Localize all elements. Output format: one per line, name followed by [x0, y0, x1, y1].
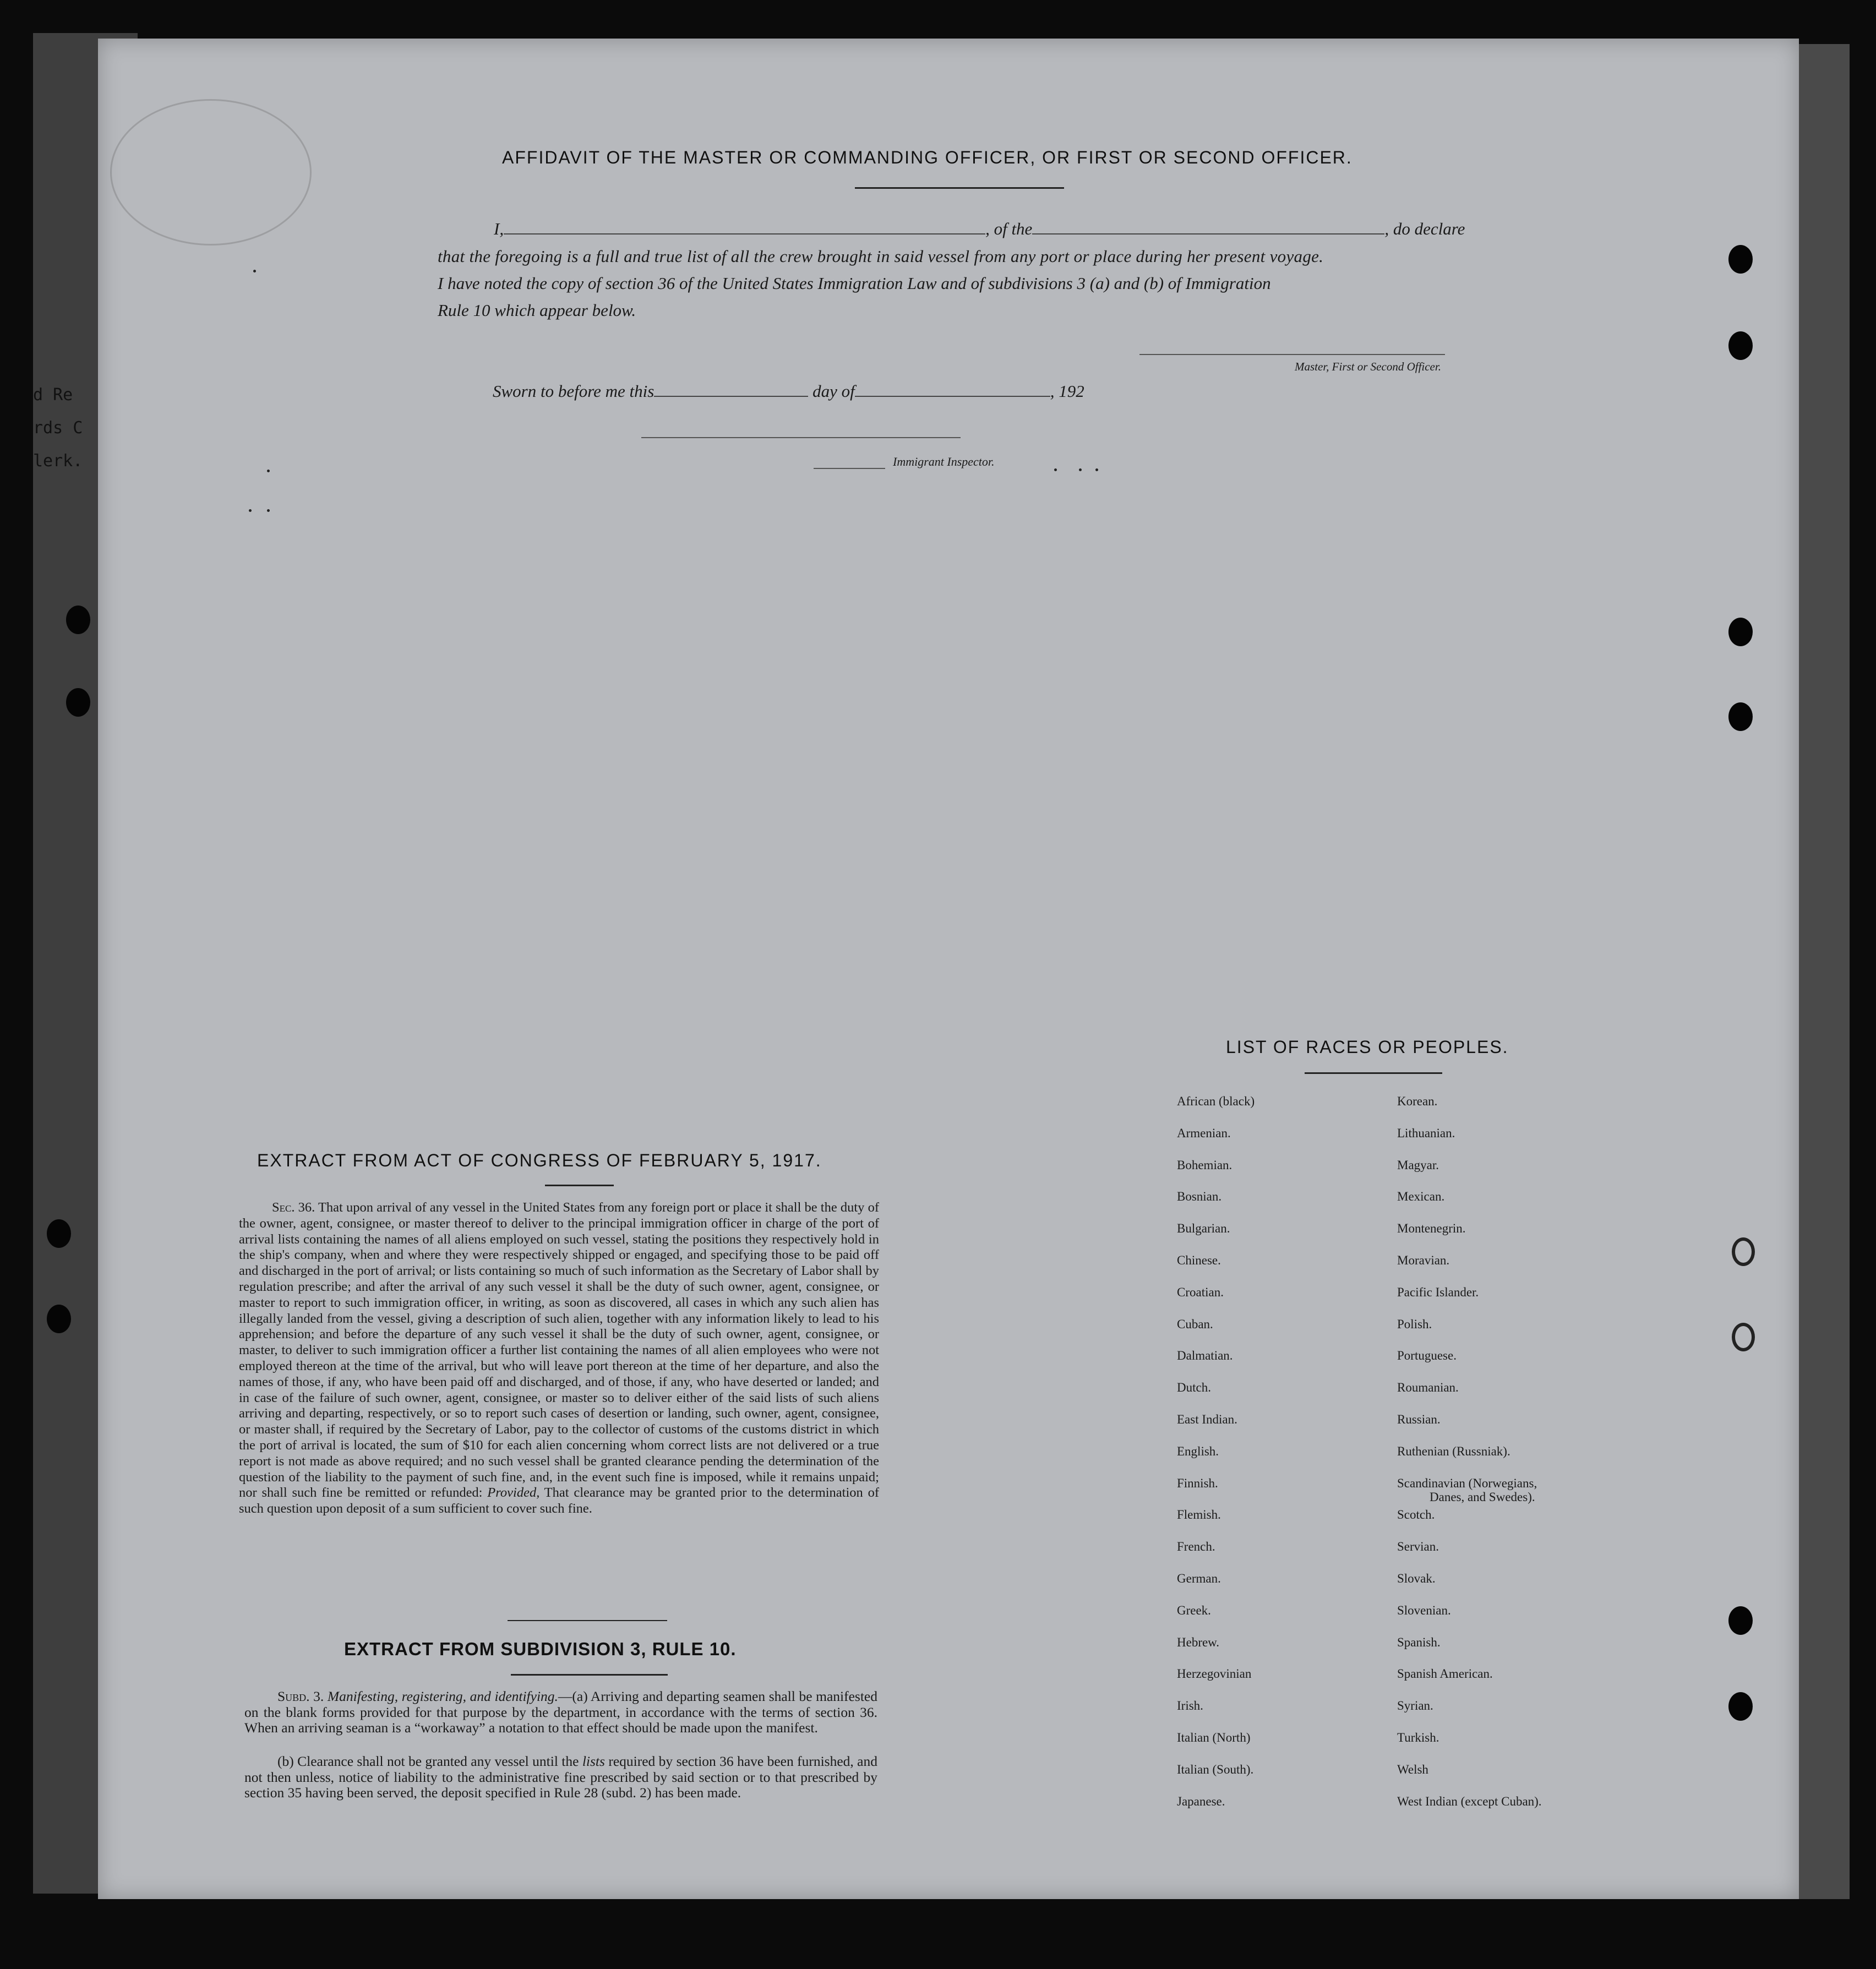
section-36-body-end: That clearance may be granted prior to the determination of such question upon deposit of a sum sufficient to cover such fine. [239, 1485, 879, 1517]
race-item: Hebrew. [1177, 1635, 1220, 1649]
subd-3-heading: Manifesting, registering, and identifying. [327, 1688, 558, 1704]
inspector-signature-line[interactable] [641, 437, 961, 438]
race-item: Roumanian. [1397, 1381, 1459, 1395]
speck [249, 509, 252, 512]
inspector-caption: Immigrant Inspector. [893, 455, 995, 468]
race-item: Slovak. [1397, 1572, 1436, 1585]
binder-hole [47, 1305, 71, 1333]
rule-title-rule [511, 1674, 668, 1676]
i-label: I, [494, 219, 504, 238]
race-item: Bosnian. [1177, 1190, 1222, 1204]
act-extract-title: EXTRACT FROM ACT OF CONGRESS OF FEBRUARY 5, 1917. [257, 1150, 822, 1170]
binder-hole [66, 688, 90, 717]
race-item: Moravian. [1397, 1253, 1450, 1267]
race-item: Pacific Islander. [1397, 1285, 1479, 1299]
race-item: Finnish. [1177, 1476, 1218, 1490]
affidavit-title: AFFIDAVIT OF THE MASTER OR COMMANDING OFFICER, OR FIRST OR SECOND OFFICER. [502, 148, 1353, 167]
subd-3-part-b: (b) Clearance shall not be granted any vessel until the [277, 1753, 582, 1769]
binder-hole [66, 606, 90, 634]
race-item: Italian (South). [1177, 1762, 1254, 1776]
race-item: Spanish. [1397, 1635, 1441, 1649]
rule-extract-top-rule [508, 1620, 667, 1621]
race-item: Herzegovinian [1177, 1667, 1252, 1681]
race-item: Magyar. [1397, 1158, 1439, 1172]
binder-hole [1728, 331, 1753, 360]
title-rule [855, 187, 1064, 189]
race-item: Irish. [1177, 1699, 1203, 1713]
section-36-text [239, 1200, 879, 1517]
race-item: Mexican. [1397, 1190, 1445, 1204]
race-item: German. [1177, 1572, 1221, 1585]
race-item: Servian. [1397, 1540, 1439, 1554]
races-title: LIST OF RACES OR PEOPLES. [1226, 1037, 1509, 1057]
race-item: Polish. [1397, 1317, 1432, 1331]
section-36-label: Sec. 36. [272, 1200, 315, 1215]
race-item: English. [1177, 1444, 1219, 1458]
speck [267, 509, 270, 512]
binder-hole [1732, 1323, 1755, 1351]
binder-hole [1728, 1606, 1753, 1635]
race-item: Bohemian. [1177, 1158, 1233, 1172]
race-item: Slovenian. [1397, 1603, 1451, 1617]
speck [1095, 468, 1098, 471]
race-item: Japanese. [1177, 1794, 1225, 1808]
day-of-label: day of [812, 381, 855, 401]
race-item: Cuban. [1177, 1317, 1213, 1331]
race-item: Bulgarian. [1177, 1221, 1230, 1236]
race-item: Scandinavian (Norwegians, [1397, 1476, 1537, 1490]
race-item: Croatian. [1177, 1285, 1224, 1299]
race-item: French. [1177, 1540, 1215, 1554]
race-item: Welsh [1397, 1762, 1428, 1776]
subd-3-part-b-end: required by section 36 have been furnished, and not then unless, notice of liability to the administrative fine prescribed by said section or to that prescribed by section 35 having been served, the deposit specified in Rule 28 (subd. 2) has been made. [244, 1753, 877, 1801]
declare-label: , do declare [1384, 219, 1465, 238]
act-title-rule [545, 1185, 614, 1186]
subd-3-para-a [244, 1689, 877, 1736]
binder-hole [1728, 245, 1753, 274]
affidavit-line-2: that the foregoing is a full and true list of all the crew brought in said vessel from any port or place during her present voyage. [438, 247, 1324, 266]
month-field[interactable] [855, 396, 1050, 397]
race-item: Flemish. [1177, 1508, 1221, 1522]
race-item: Montenegrin. [1397, 1221, 1466, 1236]
race-item: African (black) [1177, 1094, 1255, 1108]
binder-hole [1728, 702, 1753, 731]
race-item: Korean. [1397, 1094, 1438, 1108]
race-item: Dalmatian. [1177, 1349, 1233, 1363]
margin-scrap-text: lerk. [33, 451, 83, 471]
race-item: Syrian. [1397, 1699, 1433, 1713]
race-item: Chinese. [1177, 1253, 1221, 1267]
binder-hole [1728, 618, 1753, 646]
subd-3-para-b [244, 1754, 877, 1801]
lists-word: lists [582, 1753, 605, 1769]
sworn-line [493, 381, 1084, 401]
race-item: West Indian (except Cuban). [1397, 1794, 1542, 1808]
binder-hole [1732, 1237, 1755, 1266]
race-item: Scotch. [1397, 1508, 1435, 1522]
race-item: Greek. [1177, 1603, 1211, 1617]
margin-scrap-text: rds C [33, 418, 83, 438]
document-sheet [98, 39, 1799, 1899]
binder-hole [47, 1219, 71, 1248]
races-title-rule [1305, 1072, 1442, 1074]
binder-hole [1728, 1692, 1753, 1721]
day-field[interactable] [654, 396, 808, 397]
race-item: Dutch. [1177, 1381, 1211, 1395]
declarant-name-field[interactable] [504, 233, 985, 234]
race-item: Portuguese. [1397, 1349, 1457, 1363]
race-item: East Indian. [1177, 1412, 1237, 1426]
inspector-short-line [814, 468, 885, 469]
race-item: Italian (North) [1177, 1731, 1251, 1744]
affidavit-line-4: Rule 10 which appear below. [438, 301, 636, 320]
vessel-name-field[interactable] [1032, 233, 1384, 234]
affidavit-line-3: I have noted the copy of section 36 of the United States Immigration Law and of subdivisions 3 (a) and (b) of Immigration [438, 274, 1271, 293]
signature-caption: Master, First or Second Officer. [1295, 360, 1441, 373]
margin-scrap-text: d Re [33, 385, 73, 405]
race-item: Armenian. [1177, 1126, 1231, 1140]
subd-3-part-a: —(a) Arriving and departing seamen shall be manifested on the blank forms provided for that purpose by the department, in accordance with the terms of section 36. When an arriving seaman is a “workaway” a notation to that effect should be made upon the manifest. [244, 1688, 877, 1736]
signature-line[interactable] [1139, 354, 1445, 355]
race-item-continuation: Danes, and Swedes). [1430, 1490, 1535, 1504]
section-36-body: That upon arrival of any vessel in the United States from any foreign port or place it shall be the duty of the owner, agent, consignee, or master thereof to deliver to the principal immigration officer in charge of the port of arrival lists containing the names of all aliens employed on such vessel, stating the positions they respectively hold in the ship's company, when and where they were respectively shipped or engaged, and specifying those to be paid off and discharged in the port of arrival; or lists containing so much of such information as the Secretary of Labor shall by regulation prescribe; and after the arrival of any such vessel it shall be the duty of such owner, agent, consignee, or master to report to such immigration officer, in writing, as soon as discovered, all cases in which any such alien has illegally landed from the vessel, giving a description of such alien, together with any information likely to lead to his apprehension; and before the departure of any such vessel it shall be the duty of such owner, agent, consignee, or master, to deliver to such immigration officer a further list containing the names of all alien employees who were not employed thereon at the time of the arrival, but who will leave port thereon at the time of her departure, and also the names of those, if any, who have been paid off and discharged, and of those, if any, who have deserted or landed; and in case of the failure of such owner, agent, consignee, or master so to deliver either of the said lists of such aliens arriving and departing, respectively, or so to report such cases of desertion or landing, such owner, agent, consignee, or master shall, if required by the Secretary of Labor, pay to the collector of customs of the customs district in which the port of arrival is located, the sum of $10 for each alien concerning whom correct lists are not delivered or a true report is not made as above required; and no such vessel shall be granted clearance pending the determination of the question of the liability to the payment of such fine, and, in the event such fine is imposed, while it remains unpaid; nor shall such fine be remitted or refunded: [239, 1200, 879, 1501]
speck [1054, 468, 1057, 471]
subd-3-label: Subd. 3. [277, 1688, 324, 1704]
speck [253, 270, 256, 272]
race-item: Russian. [1397, 1412, 1441, 1426]
provided-word: Provided, [487, 1485, 540, 1501]
sworn-label: Sworn to before me this [493, 381, 655, 401]
year-label: , 192 [1050, 381, 1084, 401]
rule-extract-title: EXTRACT FROM SUBDIVISION 3, RULE 10. [344, 1639, 737, 1659]
race-item: Turkish. [1397, 1731, 1439, 1744]
race-item: Lithuanian. [1397, 1126, 1455, 1140]
affidavit-line-1 [494, 219, 1465, 239]
faint-seal-stamp [110, 99, 312, 246]
speck [1079, 468, 1082, 471]
of-the-label: , of the [985, 219, 1033, 238]
race-item: Spanish American. [1397, 1667, 1493, 1681]
race-item: Ruthenian (Russniak). [1397, 1444, 1510, 1458]
speck [267, 470, 270, 472]
